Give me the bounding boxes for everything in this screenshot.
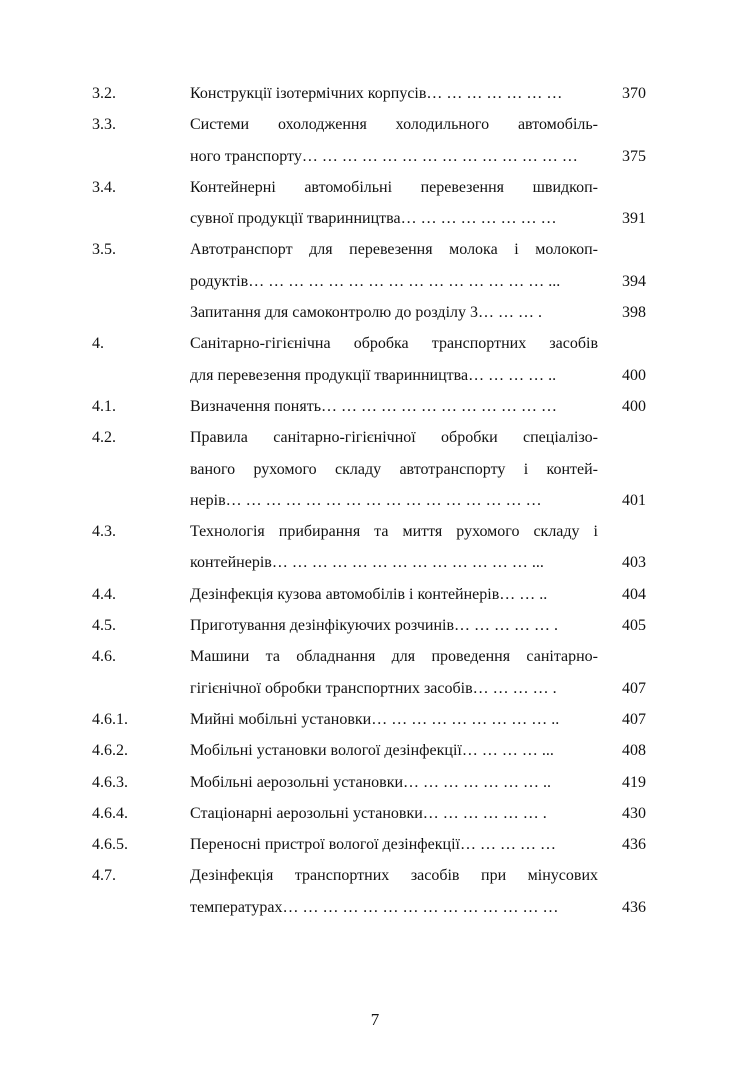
toc-entry — [0, 767, 750, 798]
toc-entry-number: 4.6. — [92, 648, 116, 666]
toc-entry-page: 407 — [622, 679, 646, 697]
toc-entry — [0, 579, 750, 610]
toc-entry-title-line: для перевезення продукції тваринництва… … … … .. — [190, 366, 557, 384]
toc-entry-page: 394 — [622, 272, 646, 290]
toc-entry-page: 400 — [622, 366, 646, 384]
toc-entry-number: 3.3. — [92, 116, 116, 134]
toc-entry-title — [190, 391, 598, 422]
toc-entry-title-line: Мобільні установки вологої дезінфекції… … … … ... — [190, 742, 554, 760]
toc-entry-number: 4.6.3. — [92, 773, 128, 791]
toc-entry — [0, 328, 750, 391]
toc-entry — [0, 641, 750, 704]
toc-entry-number: 3.5. — [92, 241, 116, 259]
toc-entry — [0, 109, 750, 172]
toc-entry-title-line: Мийні мобільні установки… … … … … … … … … .. — [190, 710, 560, 728]
toc-entry-page: 430 — [622, 804, 646, 822]
toc-entry-title — [190, 172, 598, 235]
toc-entry-title-line: Визначення понять… … … … … … … … … … … … — [190, 397, 557, 415]
toc-entry-title-line: контейнерів… … … … … … … … … … … … … ... — [190, 554, 544, 572]
toc-entry-number: 3.4. — [92, 178, 116, 196]
toc-entry-title-line: ного транспорту… … … … … … … … … … … … … … — [190, 147, 578, 165]
toc-entry-title — [190, 297, 598, 328]
toc-entry-title-line: Переносні пристрої вологої дезінфекції… … … … … — [190, 836, 556, 854]
toc-entry-title — [190, 78, 598, 109]
toc-entry-title — [190, 109, 598, 172]
toc-entry — [0, 735, 750, 766]
toc-entry-page: 400 — [622, 397, 646, 415]
toc-entry-number: 4.6.4. — [92, 804, 128, 822]
toc-entry-number: 4.6.5. — [92, 836, 128, 854]
toc-entry-title-line: Дезінфекція транспортних засобів при мінусових — [190, 867, 598, 885]
toc-entry-title — [190, 798, 598, 829]
toc-entry-number: 4.7. — [92, 867, 116, 885]
toc-entry-title — [190, 860, 598, 923]
toc-entry-page: 401 — [622, 491, 646, 509]
toc-entry — [0, 422, 750, 516]
toc-entry — [0, 704, 750, 735]
toc-entry-title-line: нерів… … … … … … … … … … … … … … … … — [190, 491, 542, 509]
toc-entry-page: 436 — [622, 836, 646, 854]
toc-entry-page: 436 — [622, 898, 646, 916]
toc-entry-page: 408 — [622, 742, 646, 760]
toc-entry-title-line: Машини та обладнання для проведення санітарно- — [190, 648, 598, 666]
toc-entry-title — [190, 767, 598, 798]
toc-entry-number: 4.1. — [92, 397, 116, 415]
toc-entry-number: 4. — [92, 335, 104, 353]
table-of-contents — [0, 78, 750, 923]
toc-entry-title-line: Дезінфекція кузова автомобілів і контейнерів… … .. — [190, 585, 548, 603]
toc-entry-title-line: родуктів… … … … … … … … … … … … … … … ... — [190, 272, 561, 290]
toc-entry-title-line: сувної продукції тваринництва… … … … … … … … — [190, 210, 557, 228]
toc-entry-page: 370 — [622, 85, 646, 102]
toc-entry-title-line: Приготування дезінфікуючих розчинів… … … … … . — [190, 617, 559, 635]
toc-entry-number: 3.2. — [92, 85, 116, 102]
toc-entry-title-line: Запитання для самоконтролю до розділу 3… … … . — [190, 304, 542, 322]
toc-entry-number: 4.6.1. — [92, 710, 128, 728]
toc-entry — [0, 172, 750, 235]
toc-entry-title-line: Стаціонарні аерозольні установки… … … … … … . — [190, 804, 547, 822]
toc-entry-title-line: Технологія прибирання та миття рухомого складу і — [190, 523, 598, 541]
toc-entry-title-line: Санітарно-гігієнічна обробка транспортних засобів — [190, 335, 598, 353]
toc-entry-title — [190, 516, 598, 579]
toc-entry — [0, 297, 750, 328]
toc-entry — [0, 234, 750, 297]
toc-entry-page: 398 — [622, 304, 646, 322]
page-number: 7 — [370, 1010, 380, 1029]
toc-entry-page: 419 — [622, 773, 646, 791]
toc-entry-title — [190, 328, 598, 391]
toc-entry — [0, 516, 750, 579]
toc-entry — [0, 860, 750, 923]
toc-entry-page: 375 — [622, 147, 646, 165]
toc-entry-title-line: Мобільні аерозольні установки… … … … … … … .. — [190, 773, 552, 791]
toc-entry-title-line: Автотранспорт для перевезення молока і молокоп- — [190, 241, 598, 259]
toc-entry — [0, 78, 750, 109]
toc-entry-title — [190, 234, 598, 297]
toc-entry-page: 404 — [622, 585, 646, 603]
toc-entry-title — [190, 735, 598, 766]
toc-entry — [0, 798, 750, 829]
toc-entry-title-line: ваного рухомого складу автотранспорту і контей- — [190, 460, 598, 478]
toc-entry-title-line: Конструкції ізотермічних корпусів… … … … … … … — [190, 85, 563, 102]
toc-entry-page: 405 — [622, 617, 646, 635]
toc-entry-title — [190, 579, 598, 610]
toc-entry-page: 407 — [622, 710, 646, 728]
toc-entry — [0, 829, 750, 860]
toc-entry-title-line: Контейнерні автомобільні перевезення швидкоп- — [190, 178, 598, 196]
toc-entry-number: 4.5. — [92, 617, 116, 635]
toc-entry-page: 403 — [622, 554, 646, 572]
toc-entry — [0, 391, 750, 422]
toc-entry-title — [190, 704, 598, 735]
toc-entry — [0, 610, 750, 641]
toc-entry-title — [190, 610, 598, 641]
toc-entry-title-line: Правила санітарно-гігієнічної обробки спеціалізо- — [190, 429, 598, 447]
toc-entry-title-line: Системи охолодження холодильного автомобіль- — [190, 116, 598, 134]
toc-entry-title-line: температурах… … … … … … … … … … … … … … — [190, 898, 559, 916]
toc-entry-number: 4.4. — [92, 585, 116, 603]
toc-entry-number: 4.2. — [92, 429, 116, 447]
toc-entry-number: 4.6.2. — [92, 742, 128, 760]
toc-entry-title — [190, 829, 598, 860]
toc-entry-number: 4.3. — [92, 523, 116, 541]
toc-entry-title — [190, 641, 598, 704]
toc-entry-page: 391 — [622, 210, 646, 228]
toc-entry-title — [190, 422, 598, 516]
toc-entry-title-line: гігієнічної обробки транспортних засобів… … … … . — [190, 679, 557, 697]
